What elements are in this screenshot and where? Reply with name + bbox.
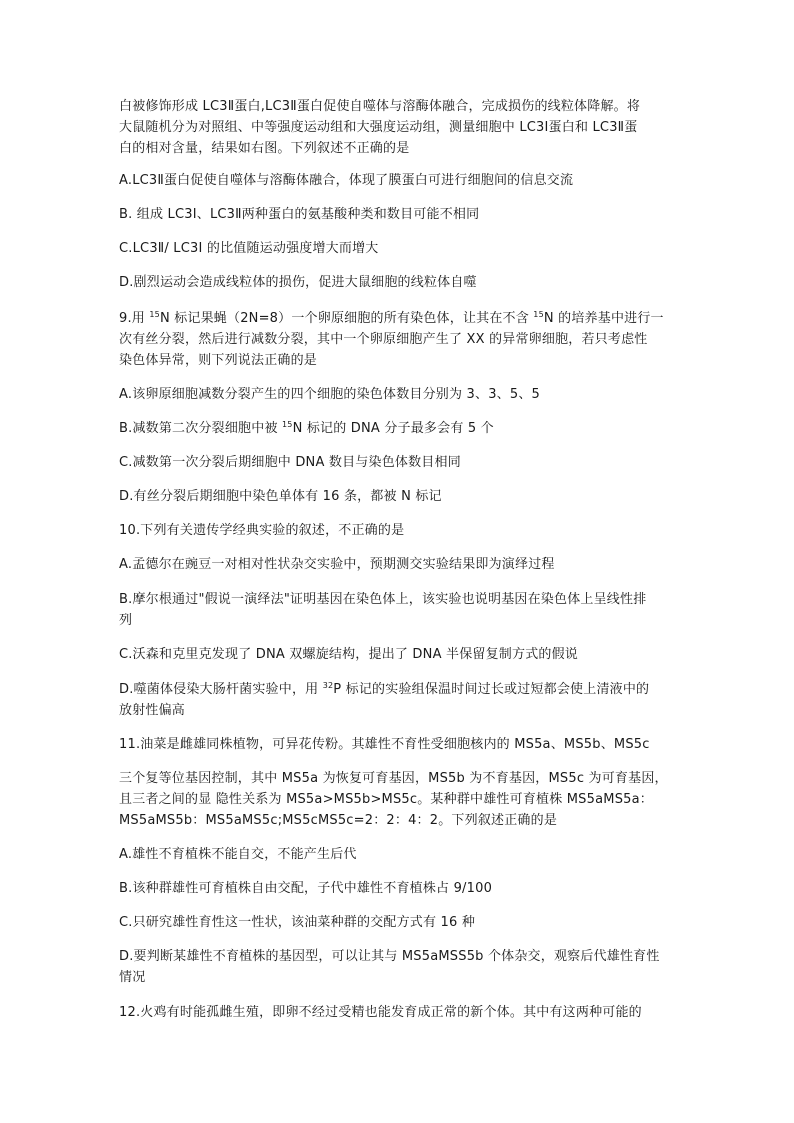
option-text: B.该种群雄性可育植株自由交配，子代中雄性不育植株占 9/100 [119, 881, 493, 896]
text-run: 9.用 [119, 311, 150, 326]
text-line: 放射性偏高 [119, 703, 186, 718]
option-text [119, 419, 679, 439]
option-text: A.LC3Ⅱ蛋白促使自噬体与溶酶体融合，体现了膜蛋白可进行细胞间的信息交流 [119, 173, 574, 188]
text-run: N 标记果蝇（2N=8）一个卵原细胞的所有染色体，让其在不含 [159, 311, 534, 326]
isotope-superscript: 15 [533, 310, 544, 319]
text-line: 三个复等位基因控制，其中 MS5a 为恢复可育基因，MS5b 为不育基因，MS5c 为可育基因， [119, 771, 668, 786]
option-text: C.沃森和克里克发现了 DNA 双螺旋结构，提出了 DNA 半保留复制方式的假说 [119, 647, 578, 662]
text-line [119, 308, 679, 329]
text-line: 大鼠随机分为对照组、中等强度运动组和大强度运动组，测量细胞中 LC3Ⅰ蛋白和 LC3Ⅱ蛋 [119, 120, 638, 135]
q8-option-d [119, 273, 679, 293]
text-run: B.减数第二次分裂细胞中被 [119, 421, 282, 436]
q11-option-b [119, 879, 679, 899]
option-text: A.雄性不育植株不能自交，不能产生后代 [119, 847, 357, 862]
text-run: P 标记的实验组保温时间过长或过短都会使上清液中的 [333, 682, 650, 697]
q11-option-d [119, 946, 679, 988]
q9-option-a [119, 385, 679, 405]
text-line: D.要判断某雄性不育植株的基因型，可以让其与 MS5aMSS5b 个体杂交，观察后代雄性育性 [119, 949, 660, 964]
text-line: 且三者之间的显 隐性关系为 MS5a>MS5b>MS5c。某种群中雄性可育植株 MS5aMS5a： [119, 792, 653, 807]
q10-stem [119, 521, 679, 541]
q9-option-d [119, 487, 679, 507]
isotope-superscript: 15 [281, 420, 293, 429]
q9-option-b [119, 419, 679, 439]
text-line: 列 [119, 613, 133, 628]
q11-option-c [119, 913, 679, 933]
q11-option-a [119, 845, 679, 865]
q11-stem-line-1 [119, 735, 679, 755]
option-text: C.减数第一次分裂后期细胞中 DNA 数目与染色体数目相同 [119, 455, 461, 470]
text-line [119, 679, 679, 700]
option-text: D.剧烈运动会造成线粒体的损伤，促进大鼠细胞的线粒体自噬 [119, 275, 477, 290]
q11-stem-continued [119, 768, 679, 831]
question-text: 11.油菜是雌雄同株植物，可异花传粉。其雄性不育性受细胞核内的 MS5a、MS5b、MS5c [119, 737, 650, 752]
q10-option-d [119, 679, 679, 721]
isotope-superscript: 32 [322, 681, 334, 690]
q10-option-c [119, 645, 679, 665]
text-run: D.噬菌体侵染大肠杆菌实验中，用 [119, 682, 323, 697]
q8-option-b [119, 205, 679, 225]
text-line: 情况 [119, 970, 146, 985]
text-line: 染色体异常，则下列说法正确的是 [119, 353, 318, 368]
option-text: D.有丝分裂后期细胞中染色单体有 16 条，都被 N 标记 [119, 489, 442, 504]
option-text: B. 组成 LC3Ⅰ、LC3Ⅱ两种蛋白的氨基酸种类和数目可能不相同 [119, 207, 480, 222]
text-line: 白被修饰形成 LC3Ⅱ蛋白,LC3Ⅱ蛋白促使自噬体与溶酶体融合，完成损伤的线粒体降解。将 [119, 99, 641, 114]
q9-stem [119, 308, 679, 371]
text-line: B.摩尔根通过"假说一演绎法"证明基因在染色体上，该实验也说明基因在染色体上呈线性排 [119, 592, 647, 607]
option-text: A.孟德尔在豌豆一对相对性状杂交实验中，预期测交实验结果即为演绎过程 [119, 557, 555, 572]
q8-option-c [119, 239, 679, 259]
text-line: 次有丝分裂，然后进行减数分裂，其中一个卵原细胞产生了 XX 的异常卵细胞，若只考虑性 [119, 332, 648, 347]
text-run: N 标记的 DNA 分子最多会有 5 个 [292, 421, 494, 436]
text-run: N 的培养基中进行一 [543, 311, 664, 326]
text-line: 白的相对含量，结果如右图。下列叙述不正确的是 [119, 141, 410, 156]
q8-intro-paragraph [119, 96, 679, 159]
question-text: 12.火鸡有时能孤雌生殖，即卵不经过受精也能发育成正常的新个体。其中有这两种可能的 [119, 1005, 642, 1020]
isotope-superscript: 15 [149, 310, 160, 319]
q8-option-a [119, 171, 679, 191]
option-text: C.LC3Ⅱ/ LC3I 的比值随运动强度增大而增大 [119, 241, 379, 256]
q9-option-c [119, 453, 679, 473]
q10-option-b [119, 589, 679, 631]
question-text: 10.下列有关遗传学经典实验的叙述，不正确的是 [119, 523, 405, 538]
q12-stem [119, 1003, 679, 1023]
text-line: MS5aMS5b：MS5aMS5c;MS5cMS5c=2：2：4：2。下列叙述正确的是 [119, 813, 558, 828]
option-text: C.只研究雄性育性这一性状，该油菜种群的交配方式有 16 种 [119, 915, 476, 930]
option-text: A.该卵原细胞减数分裂产生的四个细胞的染色体数目分别为 3、3、5、5 [119, 387, 541, 402]
q10-option-a [119, 555, 679, 575]
